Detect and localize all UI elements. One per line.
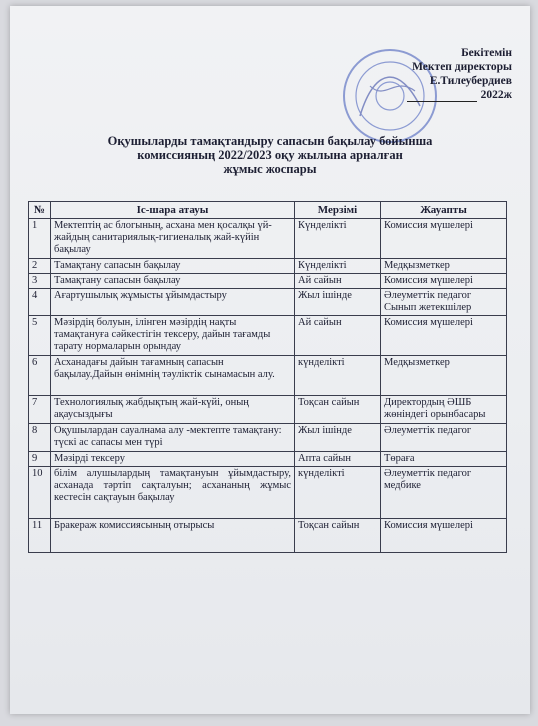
row-term: күнделікті: [295, 467, 381, 519]
row-responsible: Комиссия мүшелері: [381, 316, 507, 356]
row-responsible: Төраға: [381, 452, 507, 467]
row-responsible: Комиссия мүшелері: [381, 219, 507, 259]
row-responsible: Әлеуметтік педагог медбике: [381, 467, 507, 519]
row-responsible: Комиссия мүшелері: [381, 519, 507, 553]
row-event-name: Бракераж комиссиясының отырысы: [51, 519, 295, 553]
table-row: [29, 259, 507, 274]
table-row: [29, 356, 507, 396]
header-term: Мерзімі: [295, 202, 381, 219]
row-event-name: Мәзірдің болуын, ілінген мәзірдің нақты тамақтануға сәйкестігін тексеру, дайын тағамды тарату нормаларын орындау: [51, 316, 295, 356]
header-number: №: [29, 202, 51, 219]
table-row: [29, 467, 507, 519]
approval-label: Бекітемін: [461, 47, 512, 59]
row-term: Апта сайын: [295, 452, 381, 467]
row-term: Ай сайын: [295, 316, 381, 356]
table-row: [29, 219, 507, 259]
row-number: 7: [29, 396, 51, 424]
table-row: [29, 289, 507, 316]
row-event-name: Оқушылардан сауалнама алу -мектепте тамақтану: түскі ас сапасы мен түрі: [51, 424, 295, 452]
row-event-name: Тамақтану сапасын бақылау: [51, 274, 295, 289]
row-responsible: Директордың ӘШБ жөніндегі орынбасары: [381, 396, 507, 424]
row-term: Жыл ішінде: [295, 424, 381, 452]
approval-date-row: [302, 88, 512, 102]
approval-block: [302, 46, 512, 102]
table-row: [29, 452, 507, 467]
row-term: Жыл ішінде: [295, 289, 381, 316]
row-number: 2: [29, 259, 51, 274]
row-number: 9: [29, 452, 51, 467]
table-header-row: [29, 202, 507, 219]
row-term: Ай сайын: [295, 274, 381, 289]
title-line-3: жұмыс жоспары: [223, 162, 317, 176]
approval-director-name: Е.Тилеубердиев: [429, 75, 512, 87]
row-number: 11: [29, 519, 51, 553]
row-responsible: Әлеуметтік педагог Сынып жетекшілер: [381, 289, 507, 316]
approval-year: 2022ж: [480, 89, 512, 101]
row-number: 6: [29, 356, 51, 396]
header-event-name: Іс-шара атауы: [51, 202, 295, 219]
row-responsible: Әлеуметтік педагог: [381, 424, 507, 452]
table-row: [29, 274, 507, 289]
row-number: 8: [29, 424, 51, 452]
header-responsible: Жауапты: [381, 202, 507, 219]
row-number: 5: [29, 316, 51, 356]
plan-table: [28, 201, 507, 553]
title-line-2: комиссияның 2022/2023 оқу жылына арналған: [137, 148, 403, 162]
row-event-name: Мектептің ас блогының, асхана мен қосалқы үй-жайдың санитариялық-гигиеналық жай-күйін бақылау: [51, 219, 295, 259]
approval-position: Мектеп директоры: [412, 61, 512, 73]
row-responsible: Медқызметкер: [381, 356, 507, 396]
row-event-name: Мәзірді тексеру: [51, 452, 295, 467]
document-title: [10, 134, 530, 176]
row-number: 1: [29, 219, 51, 259]
title-line-1: Оқушыларды тамақтандыру сапасын бақылау бойынша: [107, 134, 433, 148]
row-number: 4: [29, 289, 51, 316]
table-row: [29, 519, 507, 553]
row-event-name: Технологиялық жабдықтың жай-күйі, оның ақаусыздығы: [51, 396, 295, 424]
signature-line: [407, 91, 477, 102]
row-event-name: Асханадағы дайын тағамның сапасын бақылау.Дайын өнімнің тәуліктік сынамасын алу.: [51, 356, 295, 396]
row-term: Тоқсан сайын: [295, 519, 381, 553]
table-row: [29, 424, 507, 452]
table-row: [29, 396, 507, 424]
row-event-name: Тамақтану сапасын бақылау: [51, 259, 295, 274]
row-event-name: Ағартушылық жұмысты ұйымдастыру: [51, 289, 295, 316]
row-term: Күнделікті: [295, 259, 381, 274]
row-number: 10: [29, 467, 51, 519]
row-number: 3: [29, 274, 51, 289]
row-responsible: Медқызметкер: [381, 259, 507, 274]
row-term: Тоқсан сайын: [295, 396, 381, 424]
document-page: [10, 6, 530, 714]
row-event-name: білім алушылардың тамақтануын ұйымдастыру, асханада тәртіп сақталуын; асхананың жұмыс кестесін сақтауын бақылау: [51, 467, 295, 519]
row-responsible: Комиссия мүшелері: [381, 274, 507, 289]
row-term: күнделікті: [295, 356, 381, 396]
table-row: [29, 316, 507, 356]
row-term: Күнделікті: [295, 219, 381, 259]
